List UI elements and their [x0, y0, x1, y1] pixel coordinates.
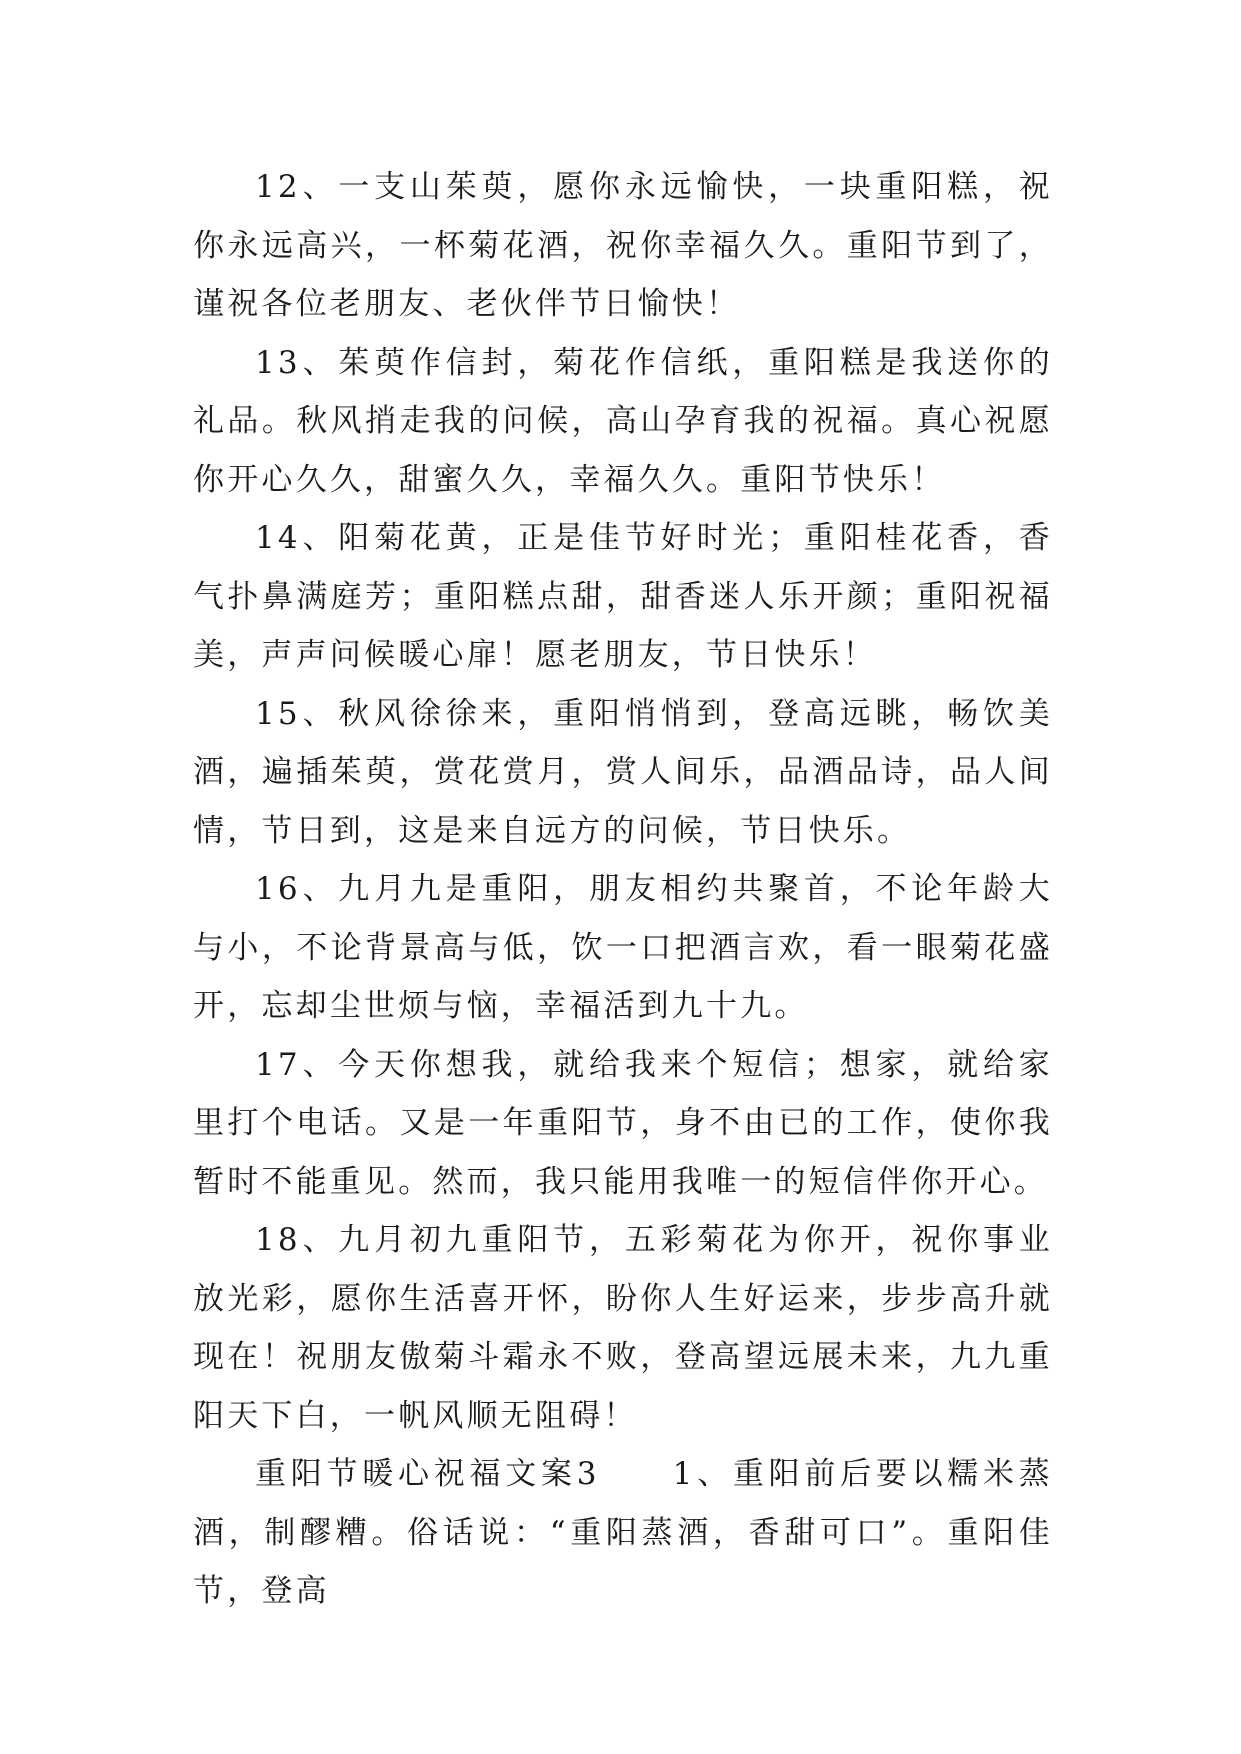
section-3-paragraph: 重阳节暖心祝福文案3 1、重阳前后要以糯米蒸酒，制醪糟。俗话说：“重阳蒸酒，香甜可口”。重阳佳节，登高	[193, 1456, 1053, 1609]
paragraph-13: 13、茱萸作信封，菊花作信纸，重阳糕是我送你的礼品。秋风捎走我的问候，高山孕育我的祝福。真心祝愿你开心久久，甜蜜久久，幸福久久。重阳节快乐！	[193, 344, 1053, 498]
paragraph-12: 12、一支山茱萸，愿你永远愉快，一块重阳糕，祝你永远高兴，一杯菊花酒，祝你幸福久久。重阳节到了，谨祝各位老朋友、老伙伴节日愉快！	[193, 169, 1053, 322]
paragraph-15: 15、秋风徐徐来，重阳悄悄到，登高远眺，畅饮美酒，遍插茱萸，赏花赏月，赏人间乐，品酒品诗，品人间情，节日到，这是来自远方的问候，节日快乐。	[193, 695, 1053, 849]
paragraph-14: 14、阳菊花黄，正是佳节好时光；重阳桂花香，香气扑鼻满庭芳；重阳糕点甜，甜香迷人乐开颜；重阳祝福美，声声问候暖心扉！愿老朋友，节日快乐！	[193, 520, 1053, 673]
document-body	[193, 158, 1053, 1621]
paragraph-16: 16、九月九是重阳，朋友相约共聚首，不论年龄大与小，不论背景高与低，饮一口把酒言欢，看一眼菊花盛开，忘却尘世烦与恼，幸福活到九十九。	[193, 871, 1053, 1024]
paragraph-18: 18、九月初九重阳节，五彩菊花为你开，祝你事业放光彩，愿你生活喜开怀，盼你人生好运来，步步高升就现在！祝朋友傲菊斗霜永不败，登高望远展未来，九九重阳天下白，一帆风顺无阻碍！	[193, 1222, 1053, 1434]
paragraph-17: 17、今天你想我，就给我来个短信；想家，就给家里打个电话。又是一年重阳节，身不由已的工作，使你我暂时不能重见。然而，我只能用我唯一的短信伴你开心。	[193, 1046, 1053, 1200]
